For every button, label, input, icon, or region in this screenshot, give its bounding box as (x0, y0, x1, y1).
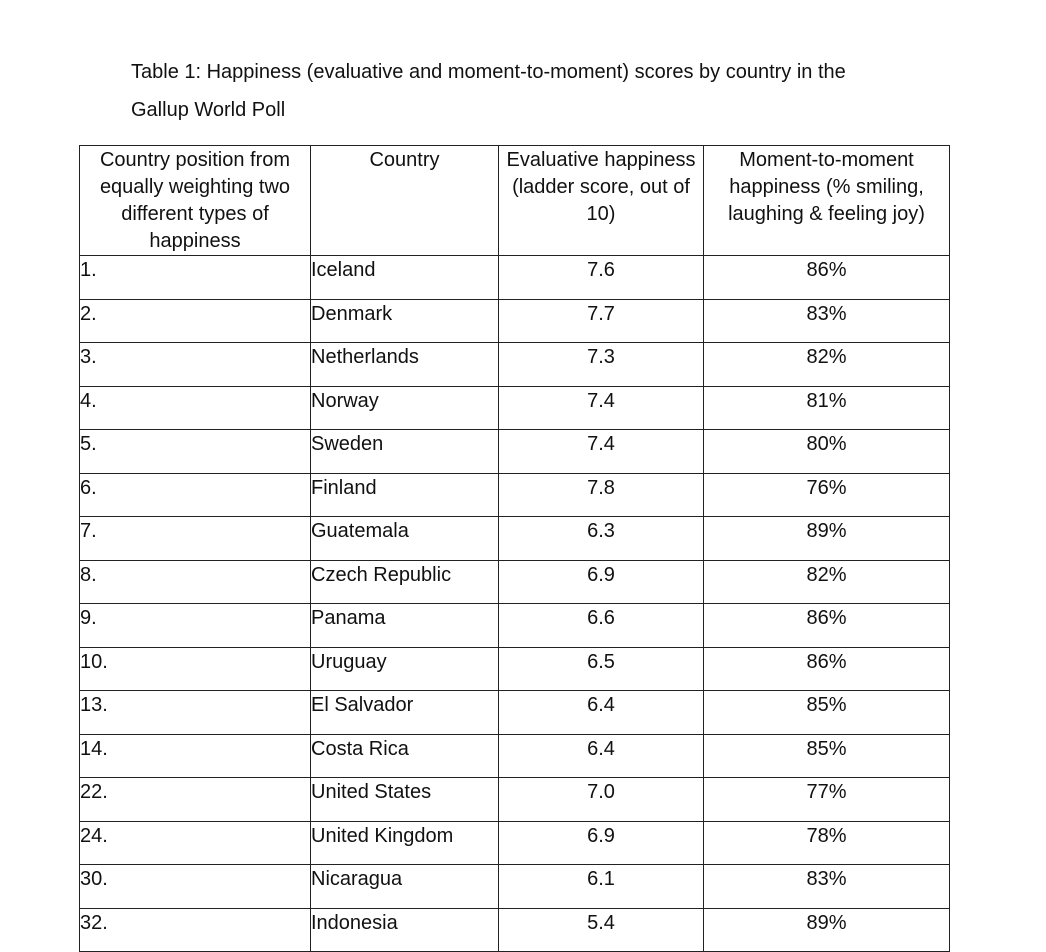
table-body (80, 256, 950, 952)
cell-country: United States (311, 778, 499, 822)
cell-position: 14. (80, 734, 311, 778)
table-caption (131, 53, 951, 129)
cell-position: 13. (80, 691, 311, 735)
happiness-table (79, 145, 950, 952)
table-row (80, 473, 950, 517)
cell-country: Indonesia (311, 908, 499, 952)
cell-country: El Salvador (311, 691, 499, 735)
cell-moment: 82% (704, 343, 950, 387)
cell-moment: 82% (704, 560, 950, 604)
cell-evaluative: 6.4 (499, 691, 704, 735)
cell-position: 30. (80, 865, 311, 909)
cell-position: 9. (80, 604, 311, 648)
cell-country: Denmark (311, 299, 499, 343)
cell-moment: 89% (704, 517, 950, 561)
table-row (80, 734, 950, 778)
header-evaluative: Evaluative happiness (ladder score, out of 10) (499, 146, 704, 256)
cell-position: 5. (80, 430, 311, 474)
cell-country: Netherlands (311, 343, 499, 387)
table-row (80, 517, 950, 561)
cell-country: Sweden (311, 430, 499, 474)
cell-evaluative: 7.8 (499, 473, 704, 517)
cell-evaluative: 6.9 (499, 560, 704, 604)
cell-evaluative: 7.0 (499, 778, 704, 822)
table-row (80, 604, 950, 648)
cell-moment: 83% (704, 865, 950, 909)
cell-evaluative: 6.3 (499, 517, 704, 561)
cell-moment: 85% (704, 734, 950, 778)
table-row (80, 647, 950, 691)
cell-position: 22. (80, 778, 311, 822)
cell-moment: 89% (704, 908, 950, 952)
header-position: Country position from equally weighting two different types of happiness (80, 146, 311, 256)
cell-evaluative: 6.1 (499, 865, 704, 909)
cell-country: Guatemala (311, 517, 499, 561)
table-row (80, 386, 950, 430)
caption-line-2: Gallup World Poll (131, 99, 286, 121)
cell-country: Iceland (311, 256, 499, 300)
table-header (80, 146, 950, 256)
cell-evaluative: 7.4 (499, 386, 704, 430)
header-row (80, 146, 950, 256)
cell-country: Panama (311, 604, 499, 648)
table-row (80, 821, 950, 865)
header-country: Country (311, 146, 499, 256)
cell-position: 4. (80, 386, 311, 430)
cell-moment: 77% (704, 778, 950, 822)
cell-evaluative: 6.6 (499, 604, 704, 648)
cell-position: 2. (80, 299, 311, 343)
cell-country: Uruguay (311, 647, 499, 691)
cell-evaluative: 6.9 (499, 821, 704, 865)
cell-country: Costa Rica (311, 734, 499, 778)
cell-position: 24. (80, 821, 311, 865)
cell-position: 8. (80, 560, 311, 604)
cell-position: 1. (80, 256, 311, 300)
cell-country: Czech Republic (311, 560, 499, 604)
table-row (80, 865, 950, 909)
cell-moment: 86% (704, 256, 950, 300)
cell-position: 32. (80, 908, 311, 952)
table-row (80, 430, 950, 474)
cell-position: 6. (80, 473, 311, 517)
cell-evaluative: 7.7 (499, 299, 704, 343)
cell-moment: 86% (704, 647, 950, 691)
cell-evaluative: 6.5 (499, 647, 704, 691)
cell-moment: 86% (704, 604, 950, 648)
cell-country: United Kingdom (311, 821, 499, 865)
table-row (80, 691, 950, 735)
caption-line-1: Table 1: Happiness (evaluative and moment-to-moment) scores by country in the (131, 61, 846, 83)
cell-country: Nicaragua (311, 865, 499, 909)
cell-country: Finland (311, 473, 499, 517)
cell-evaluative: 5.4 (499, 908, 704, 952)
cell-moment: 81% (704, 386, 950, 430)
cell-evaluative: 7.6 (499, 256, 704, 300)
cell-moment: 78% (704, 821, 950, 865)
table-row (80, 560, 950, 604)
table-row (80, 343, 950, 387)
table-row (80, 256, 950, 300)
header-moment: Moment-to-moment happiness (% smiling, laughing & feeling joy) (704, 146, 950, 256)
table-row (80, 778, 950, 822)
cell-evaluative: 7.4 (499, 430, 704, 474)
table-row (80, 908, 950, 952)
cell-position: 7. (80, 517, 311, 561)
cell-moment: 80% (704, 430, 950, 474)
cell-country: Norway (311, 386, 499, 430)
cell-moment: 83% (704, 299, 950, 343)
table-row (80, 299, 950, 343)
cell-position: 3. (80, 343, 311, 387)
cell-moment: 85% (704, 691, 950, 735)
cell-moment: 76% (704, 473, 950, 517)
cell-position: 10. (80, 647, 311, 691)
cell-evaluative: 7.3 (499, 343, 704, 387)
cell-evaluative: 6.4 (499, 734, 704, 778)
